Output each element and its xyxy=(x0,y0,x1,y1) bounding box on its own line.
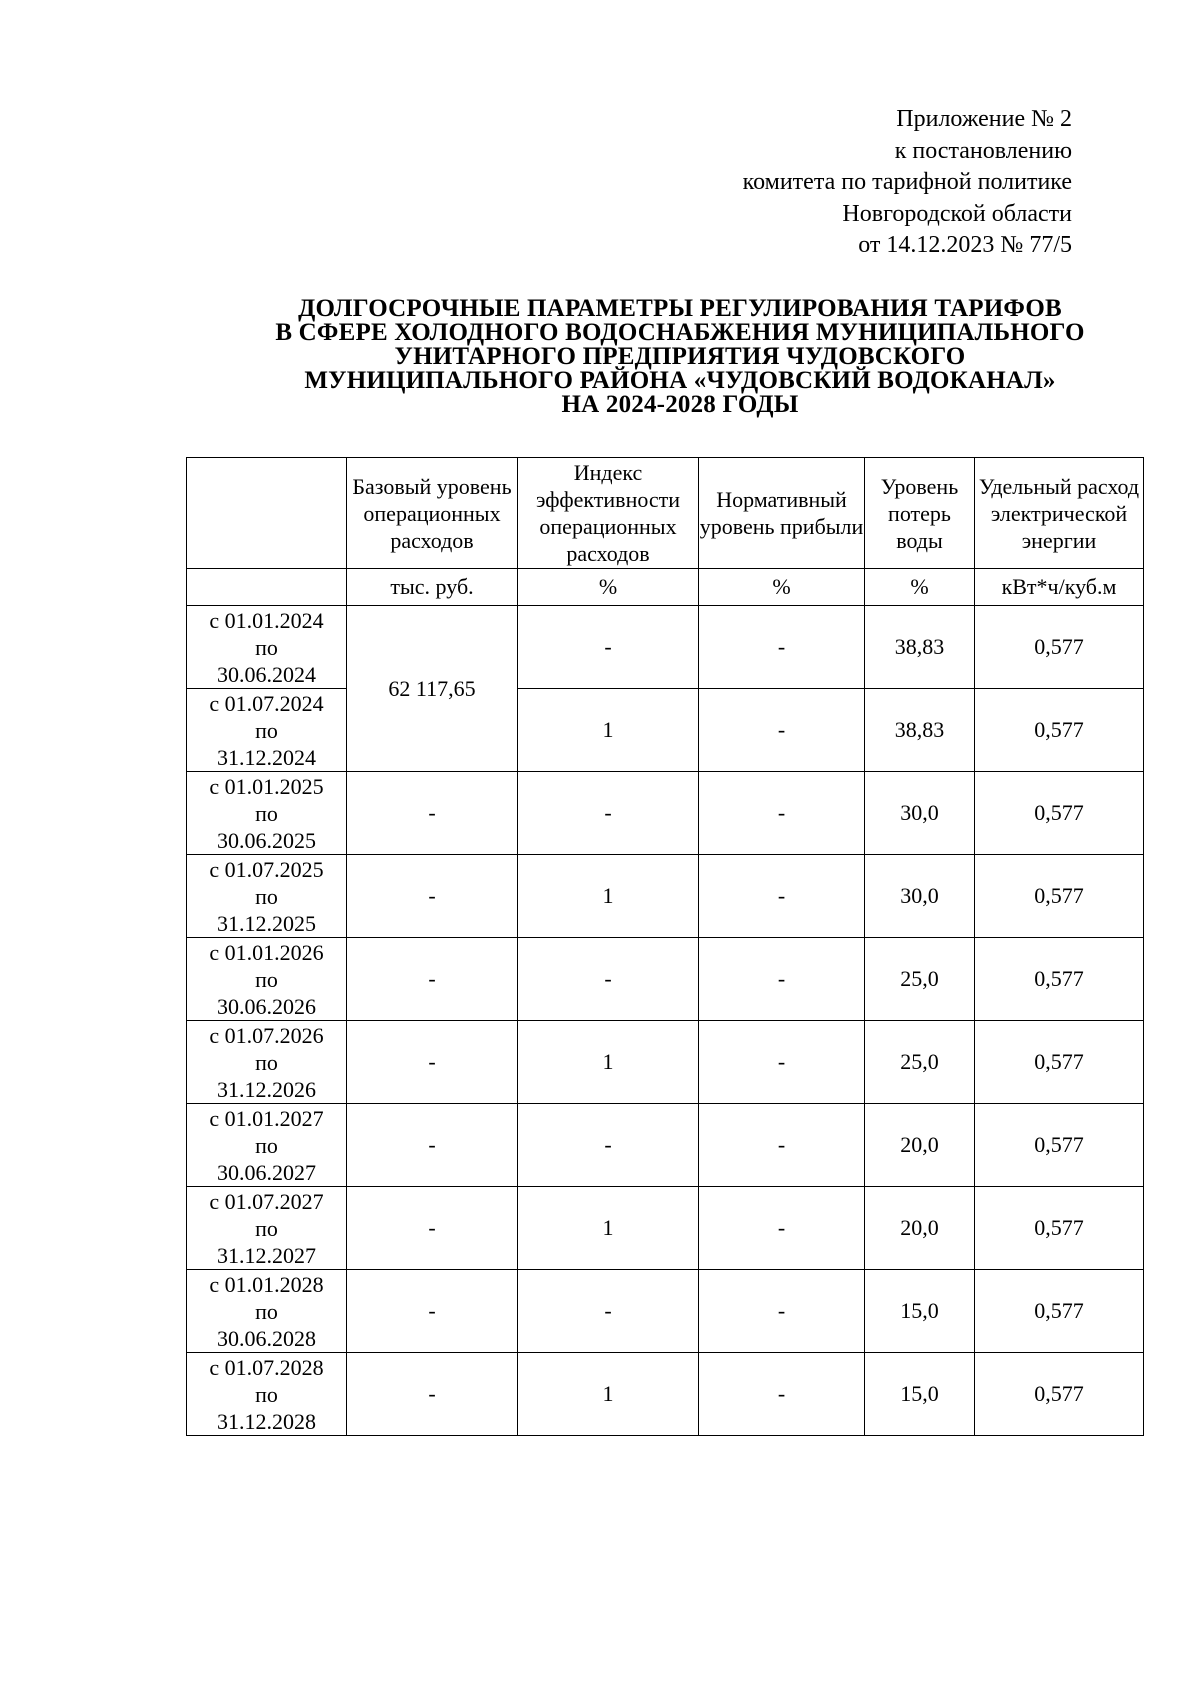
period-line: с 01.01.2027 xyxy=(209,1105,324,1131)
table-row xyxy=(187,1104,1144,1187)
table-body xyxy=(187,458,1144,1436)
header-cell-energy: Удельный расход электрической энергии xyxy=(975,458,1144,569)
period-cell xyxy=(187,938,347,1021)
period-line: по xyxy=(255,883,278,909)
period-line: 30.06.2028 xyxy=(217,1325,316,1351)
table-row xyxy=(187,1021,1144,1104)
period-line: с 01.01.2026 xyxy=(209,939,324,965)
period-cell xyxy=(187,1021,347,1104)
period-line: с 01.07.2028 xyxy=(209,1354,324,1380)
water-losses-cell: 30,0 xyxy=(865,772,975,855)
title-line: В СФЕРЕ ХОЛОДНОГО ВОДОСНАБЖЕНИЯ МУНИЦИПАЛЬНОГО xyxy=(275,319,1085,346)
title-line: УНИТАРНОГО ПРЕДПРИЯТИЯ ЧУДОВСКОГО xyxy=(394,343,966,370)
water-losses-cell: 15,0 xyxy=(865,1270,975,1353)
title-line: НА 2024-2028 ГОДЫ xyxy=(561,391,799,418)
base-cost-cell: - xyxy=(347,855,518,938)
period-line: по xyxy=(255,634,278,660)
energy-consumption-cell: 0,577 xyxy=(975,689,1144,772)
period-cell xyxy=(187,1270,347,1353)
period-cell xyxy=(187,855,347,938)
unit-cell-period xyxy=(187,569,347,606)
table-row xyxy=(187,1353,1144,1436)
energy-consumption-cell: 0,577 xyxy=(975,1187,1144,1270)
energy-consumption-cell: 0,577 xyxy=(975,772,1144,855)
table-row xyxy=(187,689,1144,772)
base-cost-cell: - xyxy=(347,772,518,855)
unit-cell-base: тыс. руб. xyxy=(347,569,518,606)
parameters-table xyxy=(186,457,1144,1436)
base-cost-cell: - xyxy=(347,1270,518,1353)
period-line: 31.12.2027 xyxy=(217,1242,316,1268)
title-line: ДОЛГОСРОЧНЫЕ ПАРАМЕТРЫ РЕГУЛИРОВАНИЯ ТАРИФОВ xyxy=(298,295,1062,322)
profit-level-cell: - xyxy=(699,606,865,689)
efficiency-index-cell: - xyxy=(518,606,699,689)
energy-consumption-cell: 0,577 xyxy=(975,606,1144,689)
period-line: с 01.07.2027 xyxy=(209,1188,324,1214)
table-row xyxy=(187,1270,1144,1353)
appendix-line: Приложение № 2 xyxy=(896,106,1072,132)
table-row xyxy=(187,1187,1144,1270)
table-row xyxy=(187,855,1144,938)
period-cell xyxy=(187,1104,347,1187)
profit-level-cell: - xyxy=(699,938,865,1021)
header-cell-profit: Нормативный уровень прибыли xyxy=(699,458,865,569)
base-cost-cell: - xyxy=(347,1104,518,1187)
period-line: с 01.07.2026 xyxy=(209,1022,324,1048)
water-losses-cell: 38,83 xyxy=(865,689,975,772)
profit-level-cell: - xyxy=(699,1353,865,1436)
efficiency-index-cell: - xyxy=(518,1104,699,1187)
appendix-line: от 14.12.2023 № 77/5 xyxy=(858,232,1072,258)
unit-cell-profit: % xyxy=(699,569,865,606)
period-line: с 01.01.2025 xyxy=(209,773,324,799)
period-line: с 01.01.2024 xyxy=(209,607,324,633)
water-losses-cell: 25,0 xyxy=(865,1021,975,1104)
energy-consumption-cell: 0,577 xyxy=(975,855,1144,938)
period-cell xyxy=(187,772,347,855)
profit-level-cell: - xyxy=(699,772,865,855)
water-losses-cell: 15,0 xyxy=(865,1353,975,1436)
efficiency-index-cell: - xyxy=(518,1270,699,1353)
water-losses-cell: 38,83 xyxy=(865,606,975,689)
efficiency-index-cell: - xyxy=(518,938,699,1021)
header-cell-index: Индекс эффективности операционных расходов xyxy=(518,458,699,569)
appendix-line: Новгородской области xyxy=(842,200,1072,227)
period-line: по xyxy=(255,1132,278,1158)
efficiency-index-cell: 1 xyxy=(518,1021,699,1104)
period-line: по xyxy=(255,800,278,826)
water-losses-cell: 20,0 xyxy=(865,1104,975,1187)
energy-consumption-cell: 0,577 xyxy=(975,1104,1144,1187)
period-line: по xyxy=(255,1381,278,1407)
title-line: МУНИЦИПАЛЬНОГО РАЙОНА «ЧУДОВСКИЙ ВОДОКАНАЛ» xyxy=(304,367,1056,394)
header-cell-losses: Уровень потерь воды xyxy=(865,458,975,569)
header-cell-base: Базовый уровень операционных расходов xyxy=(347,458,518,569)
period-line: 30.06.2026 xyxy=(217,993,316,1019)
period-line: по xyxy=(255,1298,278,1324)
profit-level-cell: - xyxy=(699,689,865,772)
energy-consumption-cell: 0,577 xyxy=(975,1353,1144,1436)
energy-consumption-cell: 0,577 xyxy=(975,1270,1144,1353)
period-line: по xyxy=(255,966,278,992)
document-title xyxy=(150,297,1200,417)
efficiency-index-cell: 1 xyxy=(518,1353,699,1436)
period-line: 31.12.2024 xyxy=(217,744,316,770)
period-line: с 01.07.2025 xyxy=(209,856,324,882)
base-cost-cell: - xyxy=(347,1187,518,1270)
period-line: 31.12.2026 xyxy=(217,1076,316,1102)
water-losses-cell: 25,0 xyxy=(865,938,975,1021)
period-cell xyxy=(187,689,347,772)
period-line: с 01.07.2024 xyxy=(209,690,324,716)
period-line: по xyxy=(255,1049,278,1075)
period-cell xyxy=(187,606,347,689)
period-line: 31.12.2028 xyxy=(217,1408,316,1434)
base-cost-cell: - xyxy=(347,1021,518,1104)
efficiency-index-cell: 1 xyxy=(518,855,699,938)
period-line: по xyxy=(255,1215,278,1241)
header-row xyxy=(187,458,1144,569)
header-cell-period xyxy=(187,458,347,569)
table-row xyxy=(187,772,1144,855)
base-cost-merged-cell: 62 117,65 xyxy=(347,606,518,772)
energy-consumption-cell: 0,577 xyxy=(975,938,1144,1021)
units-row xyxy=(187,569,1144,606)
base-cost-cell: - xyxy=(347,938,518,1021)
appendix-block xyxy=(743,104,1072,262)
appendix-line: комитета по тарифной политике xyxy=(742,169,1072,195)
appendix-line: к постановлению xyxy=(894,137,1072,164)
energy-consumption-cell: 0,577 xyxy=(975,1021,1144,1104)
efficiency-index-cell: 1 xyxy=(518,689,699,772)
table-row xyxy=(187,938,1144,1021)
period-line: 30.06.2024 xyxy=(217,661,316,687)
profit-level-cell: - xyxy=(699,1270,865,1353)
unit-cell-index: % xyxy=(518,569,699,606)
profit-level-cell: - xyxy=(699,855,865,938)
profit-level-cell: - xyxy=(699,1021,865,1104)
efficiency-index-cell: 1 xyxy=(518,1187,699,1270)
period-line: 30.06.2027 xyxy=(217,1159,316,1185)
table-row xyxy=(187,606,1144,689)
period-cell xyxy=(187,1187,347,1270)
unit-cell-energy: кВт*ч/куб.м xyxy=(975,569,1144,606)
efficiency-index-cell: - xyxy=(518,772,699,855)
period-line: с 01.01.2028 xyxy=(209,1271,324,1297)
unit-cell-losses: % xyxy=(865,569,975,606)
period-line: по xyxy=(255,717,278,743)
water-losses-cell: 20,0 xyxy=(865,1187,975,1270)
profit-level-cell: - xyxy=(699,1104,865,1187)
base-cost-cell: - xyxy=(347,1353,518,1436)
period-line: 30.06.2025 xyxy=(217,827,316,853)
water-losses-cell: 30,0 xyxy=(865,855,975,938)
period-cell xyxy=(187,1353,347,1436)
period-line: 31.12.2025 xyxy=(217,910,316,936)
profit-level-cell: - xyxy=(699,1187,865,1270)
